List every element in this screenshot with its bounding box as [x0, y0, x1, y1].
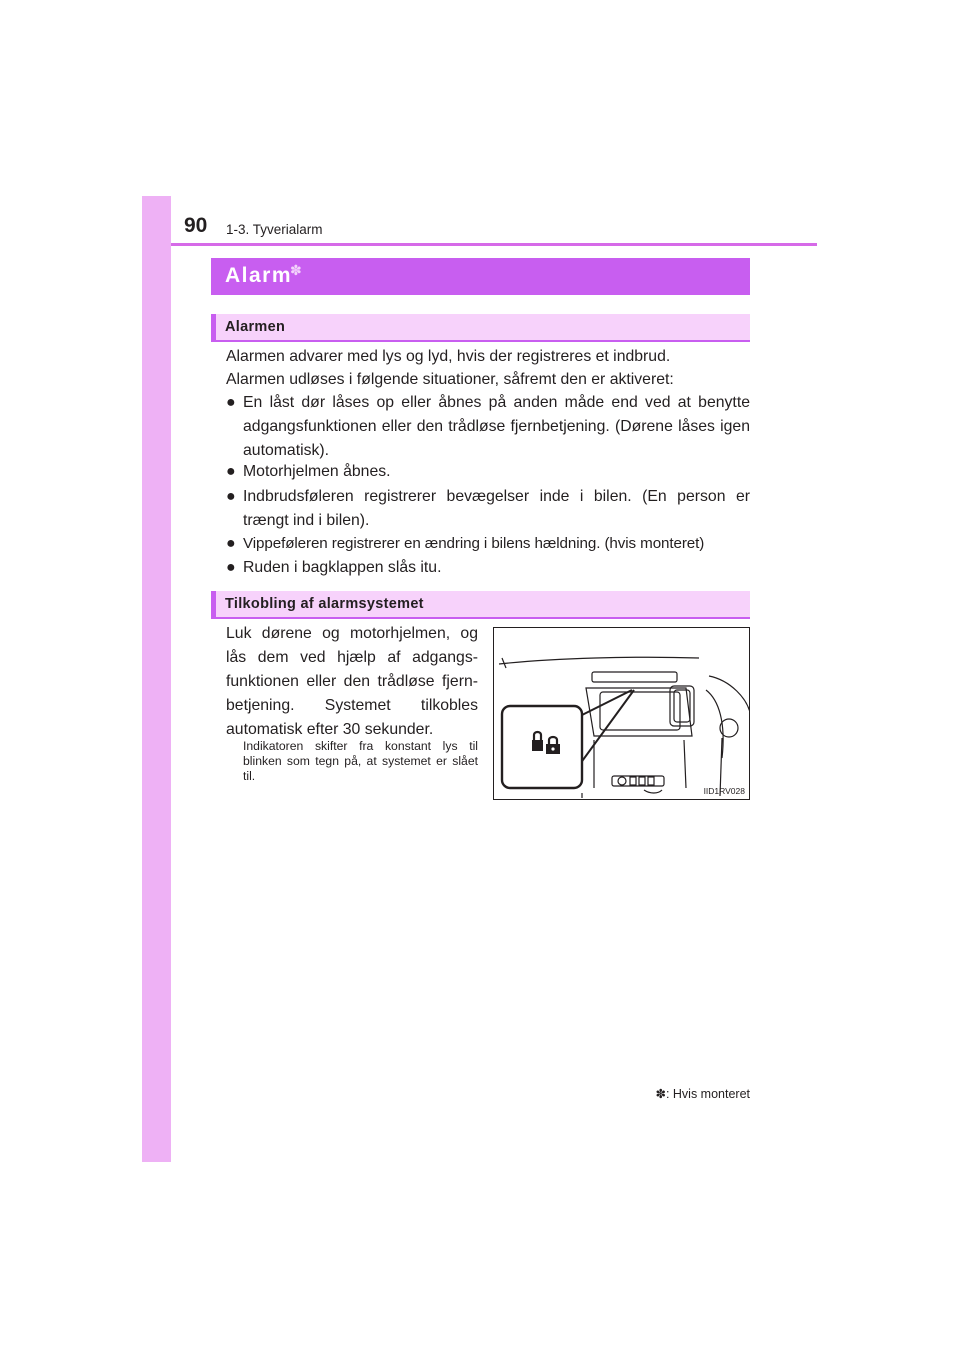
subheading-label: Tilkobling af alarmsystemet — [225, 596, 424, 612]
list-item — [226, 391, 750, 463]
list-item-text: Indbrudsføleren registrerer bevægelser inde i bilen. (En person er trængt ind i bilen). — [243, 488, 750, 529]
intro-line-1: Alarmen advarer med lys og lyd, hvis der registreres et indbrud. — [226, 348, 671, 365]
bullet-icon: ● — [226, 463, 236, 480]
list-item — [226, 556, 750, 580]
list-item — [226, 485, 750, 533]
subheading-accent — [211, 314, 216, 340]
section-title: Alarm — [225, 264, 293, 287]
intro-line-2: Alarmen udløses i følgende situationer, såfremt den er aktiveret: — [226, 371, 674, 388]
arming-instructions: Luk dørene og motorhjelmen, og lås dem ved hjælp af adgangs-funktionen eller den trådløse fjern-betjening. Systemet tilkobles automatisk efter 30 sekunder. — [226, 625, 478, 738]
dashboard-drawing — [494, 628, 750, 800]
list-item — [226, 460, 750, 484]
subheading-accent — [211, 591, 216, 617]
bullet-icon: ● — [226, 394, 236, 411]
bullet-icon: ● — [226, 535, 236, 552]
dashboard-illustration — [493, 627, 750, 800]
subheading-tilkobling — [211, 591, 750, 619]
list-item-text: Ruden i bagklappen slås itu. — [243, 559, 442, 576]
section-title-bar — [211, 258, 750, 295]
bullet-icon: ● — [226, 488, 236, 505]
asterisk-icon: ✽ — [290, 262, 302, 278]
bullet-icon: ● — [226, 559, 236, 576]
subheading-alarmen — [211, 314, 750, 342]
subheading-label: Alarmen — [225, 319, 286, 335]
chapter-title: 1-3. Tyverialarm — [226, 222, 323, 237]
chapter-side-tab — [142, 196, 171, 1162]
header-rule — [171, 243, 817, 246]
list-item-text: Vippeføleren registrerer en ændring i bilens hældning. (hvis monteret) — [243, 535, 705, 552]
indicator-note: Indikatoren skifter fra konstant lys til blinken som tegn på, at systemet er slået til. — [243, 739, 478, 783]
list-item-text: En låst dør låses op eller åbnes på anden måde end ved at benytte adgangsfunktionen eller den trådløse fjernbetjening. (Dørene låses igen automatisk). — [243, 394, 750, 459]
footnote: ✽: Hvis monteret — [655, 1087, 750, 1101]
list-item-text: Motorhjelmen åbnes. — [243, 463, 391, 480]
list-item — [226, 532, 750, 556]
page-number: 90 — [184, 214, 208, 237]
figure-code: IID1RV028 — [703, 786, 745, 796]
